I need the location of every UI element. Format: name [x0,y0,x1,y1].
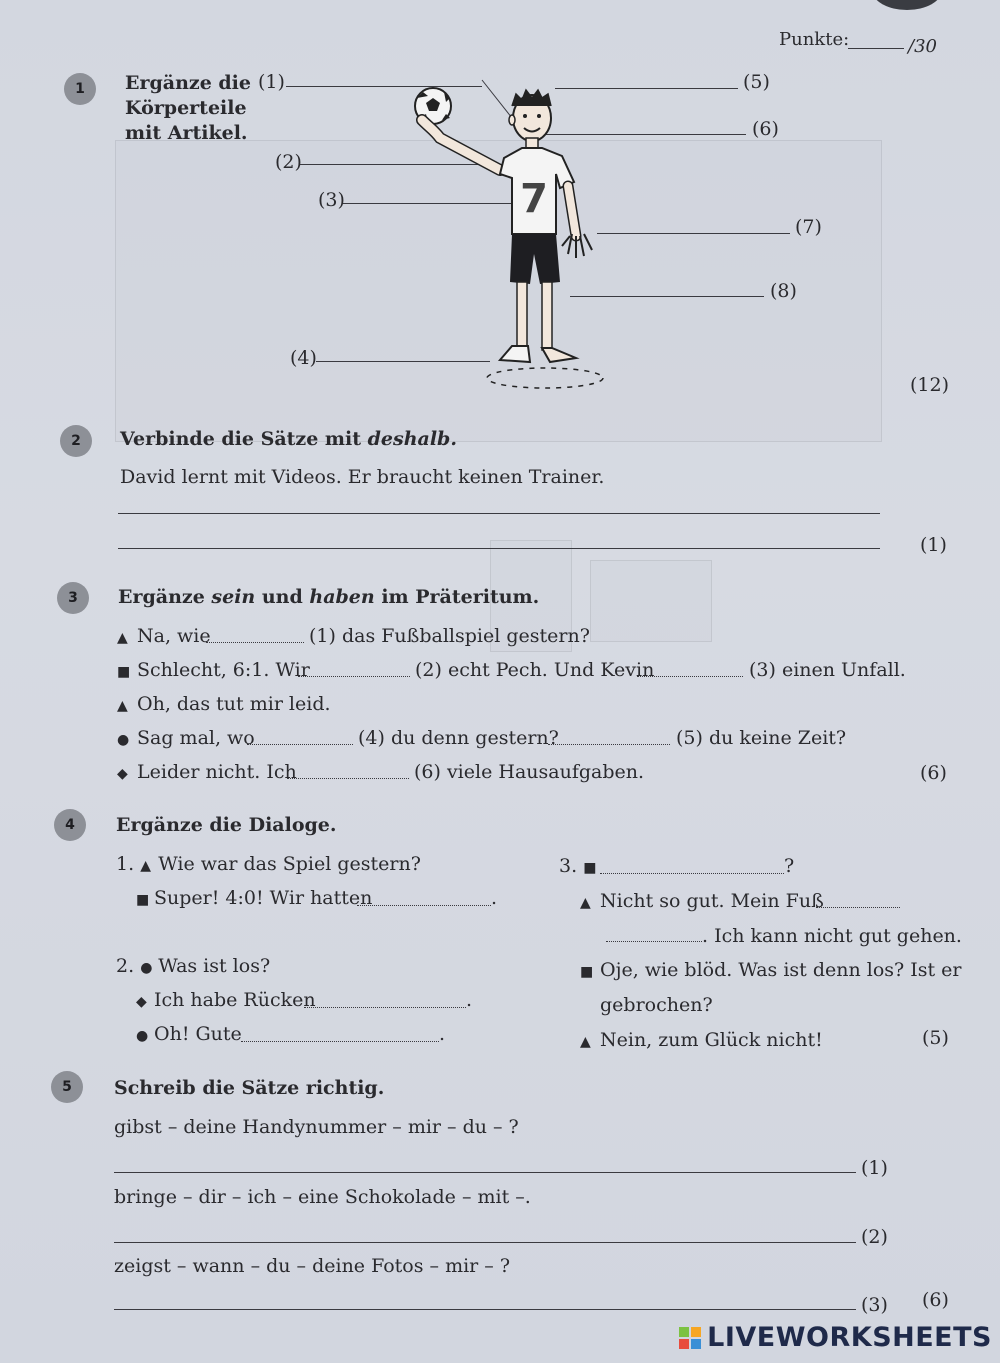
ex5-answer-line-2[interactable] [114,1242,856,1243]
triangle-icon: ▲ [580,1034,591,1050]
ex5-prompt-1: gibst – deine Handynummer – mir – du – ? [114,1116,519,1138]
ex4-d3-line1 [559,855,599,877]
hair [512,90,551,106]
ex3-em-sein: sein [211,586,256,608]
ex4-d3-l6: Nein, zum Glück nicht! [600,1029,823,1051]
ex4-d1-number: 1. [116,853,135,875]
ex2-answer-line-1[interactable] [118,513,880,514]
ex4-d1-blank[interactable] [357,905,491,906]
square-icon: ■ [580,964,594,980]
ex4-d3-end-1: ? [784,855,795,877]
ex4-d3-l2: Nicht so gut. Mein Fuß [600,890,824,912]
ex3-blank-6[interactable] [287,778,409,779]
ex3-blank-3[interactable] [637,676,743,677]
page-corner-shadow [872,0,942,10]
square-icon: ■ [117,664,131,680]
body-label-1: (1) [258,71,285,93]
football-player-illustration [400,78,630,398]
body-label-8: (8) [770,280,797,302]
points-input-line[interactable] [848,48,904,49]
square-icon: ■ [583,860,597,876]
shirt-number: 7 [520,176,548,222]
shoe [500,346,530,362]
ex5-label-3: (3) [861,1294,888,1316]
ex4-d1-l1: Wie war das Spiel gestern? [158,853,421,875]
ex3-line-2-b: (2) echt Pech. Und Kevin [415,659,655,681]
liveworksheets-watermark [679,1322,992,1353]
ex4-d2-line2 [136,989,316,1011]
ex3-line-5-a: Leider nicht. Ich [137,761,297,783]
ex4-d2-line1 [116,955,270,977]
ex5-label-2: (2) [861,1226,888,1248]
body-label-4: (4) [290,347,317,369]
ex3-instruction-mid: und [255,586,310,608]
circle-icon: ● [136,1028,149,1044]
ex3-blank-2[interactable] [298,676,410,677]
bleed-through-photo [590,560,712,642]
ex3-line-5 [117,761,297,783]
square-icon: ■ [136,892,150,908]
ex4-d1-l2: Super! 4:0! Wir hatten [154,887,373,909]
shorts [510,234,560,284]
ex4-d2-blank-2[interactable] [241,1041,439,1042]
pointer-line [482,80,512,118]
ex3-line-2-c: (3) einen Unfall. [749,659,906,681]
eye [537,114,541,118]
ex4-d2-l2: Ich habe Rücken [154,989,316,1011]
ex4-d3-blank-3[interactable] [606,941,702,942]
ex1-instruction-line3: mit Artikel. [125,122,248,144]
ex4-d3-blank-1[interactable] [600,873,784,874]
ex4-d3-line2 [580,890,824,912]
ex4-d2-blank-1[interactable] [304,1007,466,1008]
ex4-d1-line2 [136,887,372,909]
exercise-number-1: 1 [64,73,96,105]
ex1-score: (12) [910,374,950,396]
ex3-line-5-b: (6) viele Hausaufgaben. [414,761,645,783]
exercise-number-2: 2 [60,425,92,457]
ex3-instruction-post: im Präteritum. [374,586,540,608]
ex5-answer-line-1[interactable] [114,1172,856,1173]
diamond-icon: ◆ [136,994,147,1010]
ex3-blank-4[interactable] [247,744,353,745]
ex2-sentence: David lernt mit Videos. Er braucht keinen Trainer. [120,466,605,488]
ex4-d3-blank-2[interactable] [816,907,900,908]
ex5-label-1: (1) [861,1157,888,1179]
right-arm-skin [568,186,576,236]
ex4-d1-end: . [491,887,498,909]
ex1-instruction-line1: Ergänze die [125,72,251,94]
body-label-7: (7) [795,216,822,238]
ex3-line-4-c: (5) du keine Zeit? [676,727,847,749]
eye [523,114,527,118]
triangle-icon: ▲ [140,858,151,874]
ex2-answer-line-2[interactable] [118,548,880,549]
ex3-line-2 [117,659,310,681]
ex3-line-1-b: (1) das Fußballspiel gestern? [309,625,590,647]
exercise-number-4: 4 [54,809,86,841]
liveworksheets-logo-icon [679,1327,703,1351]
ex4-d3-l4: Oje, wie blöd. Was ist denn los? Ist er [600,959,962,981]
body-label-5: (5) [743,71,770,93]
ex3-line-3-a: Oh, das tut mir leid. [137,693,331,715]
circle-icon: ● [117,732,130,748]
ex4-d3-line6 [580,1029,823,1051]
ex5-prompt-2: bringe – dir – ich – eine Schokolade – mit –. [114,1186,531,1208]
ex3-instruction [118,586,539,608]
watermark-text: LIVEWORKSHEETS [707,1322,992,1353]
points-label: Punkte: [779,29,850,50]
triangle-icon: ▲ [580,895,591,911]
left-leg [517,282,527,350]
exercise-number-5: 5 [51,1071,83,1103]
ex5-prompt-3: zeigst – wann – du – deine Fotos – mir – ? [114,1255,511,1277]
ex3-line-1-a: Na, wie [137,625,211,647]
ex3-line-4-b: (4) du denn gestern? [358,727,559,749]
body-label-6: (6) [752,118,779,140]
ex1-instruction-line2: Körperteile [125,97,247,119]
right-leg [542,282,552,350]
ex3-line-1 [117,625,211,647]
ex3-instruction-pre: Ergänze [118,586,212,608]
ex3-blank-1[interactable] [206,642,304,643]
hand [562,234,592,258]
ex3-line-3 [117,693,331,715]
triangle-icon: ▲ [117,698,128,714]
ex4-d2-number: 2. [116,955,135,977]
ex3-blank-5[interactable] [548,744,670,745]
ex2-instruction-emphasis: deshalb. [367,428,457,450]
ex3-line-2-a: Schlecht, 6:1. Wir [137,659,310,681]
ex4-score: (5) [922,1027,949,1049]
ex3-line-4 [117,727,255,749]
ex2-instruction [120,428,457,450]
ex4-d2-end-2: . [439,1023,446,1045]
diamond-icon: ◆ [117,766,128,782]
ex5-answer-line-3[interactable] [114,1309,856,1310]
ex3-score: (6) [920,762,947,784]
ex4-d2-l3: Oh! Gute [154,1023,242,1045]
body-label-3: (3) [318,189,345,211]
ex4-d3-l5: gebrochen? [600,994,713,1016]
ex4-d1-line1 [116,853,421,875]
ex4-d2-line3 [136,1023,242,1045]
ex2-instruction-text: Verbinde die Sätze mit [120,428,368,450]
exercise-number-3: 3 [57,582,89,614]
body-label-2: (2) [275,151,302,173]
raised-arm-skin [422,120,500,170]
ex4-d3-l3: . Ich kann nicht gut gehen. [702,925,962,947]
ex4-instruction: Ergänze die Dialoge. [116,814,337,836]
ex3-line-4-a: Sag mal, wo [137,727,255,749]
ex4-d3-line4 [580,959,962,981]
bare-foot [542,348,576,362]
ex4-d2-end-1: . [466,989,473,1011]
ex5-instruction: Schreib die Sätze richtig. [114,1077,385,1099]
ex5-score: (6) [922,1289,949,1311]
ex2-score: (1) [920,534,947,556]
ear [509,115,515,125]
ground-shadow [487,368,603,388]
ex4-d3-number: 3. [559,855,578,877]
ex4-d2-l1: Was ist los? [158,955,271,977]
ex3-em-haben: haben [309,586,375,608]
points-total: /30 [908,36,937,57]
circle-icon: ● [140,960,153,976]
triangle-icon: ▲ [117,630,128,646]
